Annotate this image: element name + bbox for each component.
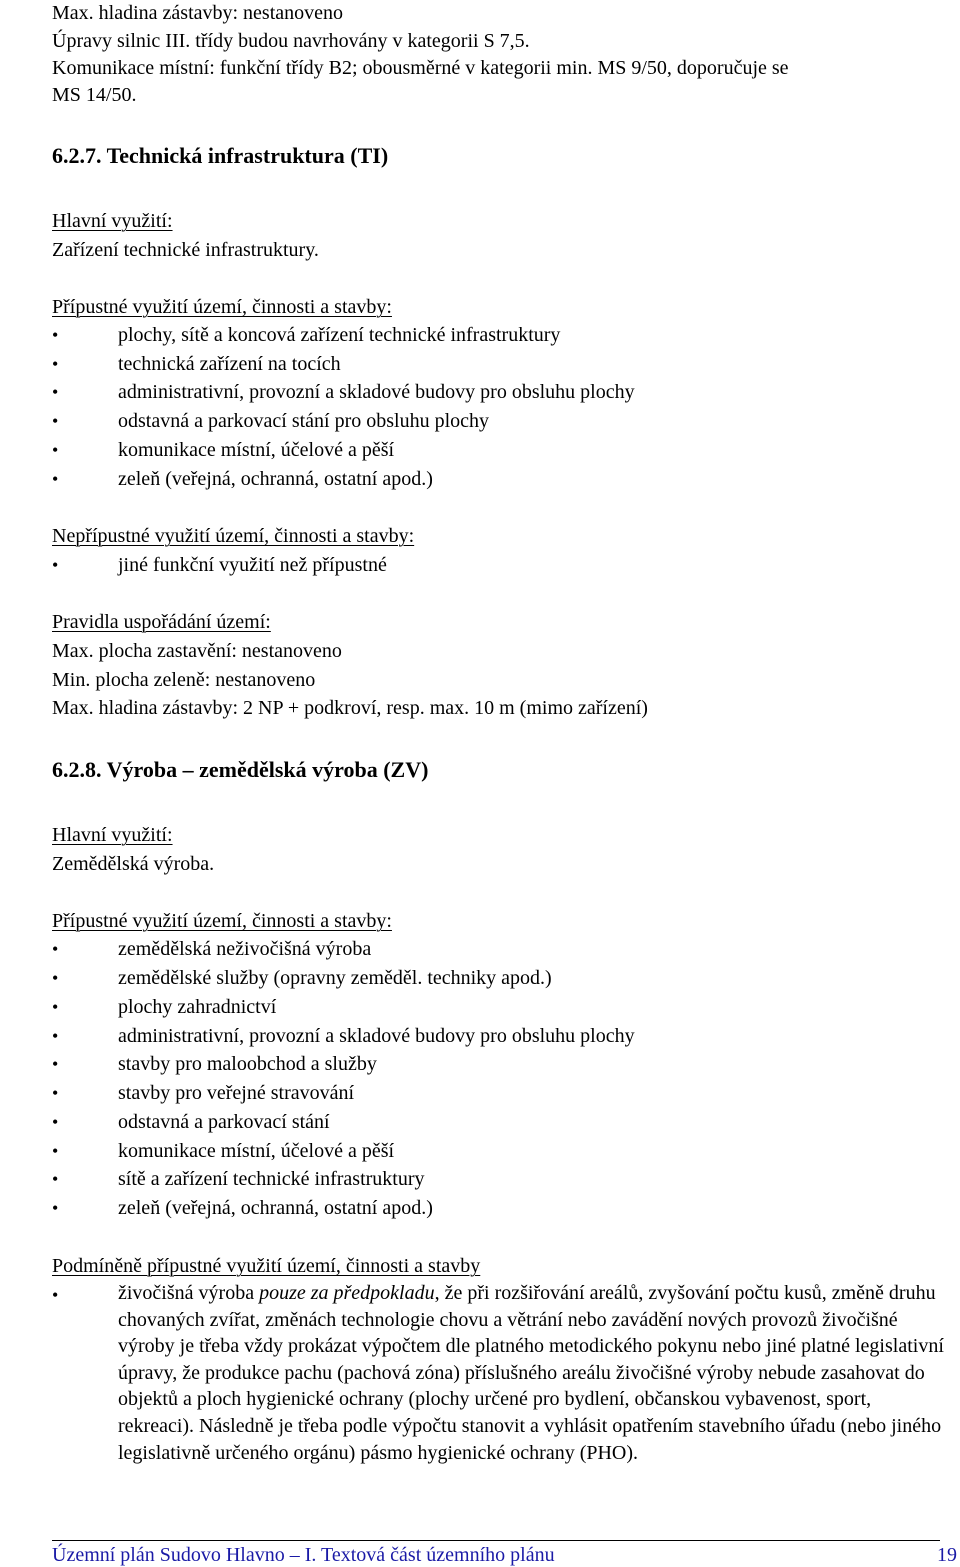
bullet-icon: • (52, 939, 59, 959)
bullet-icon: • (52, 1141, 59, 1161)
ti-allowed-item: technická zařízení na tocích (118, 353, 341, 375)
ti-main-text: Zařízení technické infrastruktury. (52, 239, 319, 261)
footer-title: Územní plán Sudovo Hlavno – I. Textová část územního plánu (52, 1544, 555, 1566)
ti-rule: Min. plocha zeleně: nestanoveno (52, 669, 316, 691)
zv-main-label: Hlavní využití: (52, 824, 173, 846)
zv-allowed-label: Přípustné využití území, činnosti a stavby: (52, 910, 392, 932)
section-heading-zv: 6.2.8. Výroba – zemědělská výroba (ZV) (52, 757, 429, 782)
bullet-icon: • (52, 1083, 59, 1103)
zv-allowed-item: sítě a zařízení technické infrastruktury (118, 1168, 425, 1190)
zv-allowed-item: plochy zahradnictví (118, 996, 277, 1018)
zv-allowed-item: odstavná a parkovací stání (118, 1111, 330, 1133)
bullet-icon: • (52, 440, 59, 460)
zv-allowed-item: komunikace místní, účelové a pěší (118, 1140, 395, 1162)
bullet-icon: • (52, 997, 59, 1017)
zv-allowed-item: zemědělské služby (opravny zeměděl. techniky apod.) (118, 967, 552, 989)
ti-allowed-item: zeleň (veřejná, ochranná, ostatní apod.) (118, 468, 433, 490)
ti-forbidden-label: Nepřípustné využití území, činnosti a stavby: (52, 525, 415, 547)
top-line-1: Max. hladina zástavby: nestanoveno (52, 2, 344, 24)
bullet-icon: • (52, 325, 59, 345)
bullet-icon: • (52, 1054, 59, 1074)
zv-allowed-item: stavby pro veřejné stravování (118, 1082, 355, 1104)
bullet-icon: • (52, 1026, 59, 1046)
bullet-icon: • (52, 382, 59, 402)
ti-main-label: Hlavní využití: (52, 210, 173, 232)
zv-main-text: Zemědělská výroba. (52, 853, 215, 875)
bullet-icon: • (52, 1198, 59, 1218)
section-heading-ti: 6.2.7. Technická infrastruktura (TI) (52, 143, 389, 168)
ti-rule: Max. hladina zástavby: 2 NP + podkroví, resp. max. 10 m (mimo zařízení) (52, 697, 648, 719)
conditional-text-rest: , že při rozšiřování areálů, zvyšování počtu kusů, změně druhu chovaných zvířat, změnách technologie chovu a větrání nebo zavádění nových provozů živočišné výroby je třeba vždy prokázat výpočtem dle platného metodického pokynu nebo jiné platné legislativní úpravy, že produkce pachu (pachová zóna) příslušného areálu živočišné výroby nebude zasahovat do objektů a ploch hygienické ochrany (plochy určené pro bydlení, občanskou vybavenost, sport, rekreaci). Následně je třeba podle výpočtu stanovit a vyhlásit opatřením stavebního úřadu (nebo jiného legislativně určeného orgánu) pásmo hygienické ochrany (PHO). (118, 1282, 944, 1464)
ti-allowed-label: Přípustné využití území, činnosti a stavby: (52, 296, 392, 318)
top-line-3b: MS 14/50. (52, 84, 137, 106)
ti-rules-label: Pravidla uspořádání území: (52, 611, 271, 633)
bullet-icon: • (52, 555, 59, 575)
page-number: 19 (937, 1544, 957, 1566)
zv-allowed-item: administrativní, provozní a skladové budovy pro obsluhu plochy (118, 1025, 635, 1047)
bullet-icon: • (52, 1285, 59, 1305)
ti-rule: Max. plocha zastavění: nestanoveno (52, 640, 342, 662)
top-line-3a: Komunikace místní: funkční třídy B2; obousměrné v kategorii min. MS 9/50, doporučuje se (52, 57, 789, 79)
bullet-icon: • (52, 1169, 59, 1189)
zv-conditional-label: Podmíněně přípustné využití území, činnosti a stavby (52, 1255, 481, 1277)
zv-conditional-paragraph (118, 1280, 948, 1466)
footer-rule (52, 1540, 940, 1541)
bullet-icon: • (52, 968, 59, 988)
conditional-text-italic: pouze za předpokladu (259, 1282, 435, 1304)
zv-allowed-item: stavby pro maloobchod a služby (118, 1053, 377, 1075)
top-line-2: Úpravy silnic III. třídy budou navrhovány v kategorii S 7,5. (52, 30, 530, 52)
ti-allowed-item: administrativní, provozní a skladové budovy pro obsluhu plochy (118, 381, 635, 403)
bullet-icon: • (52, 1112, 59, 1132)
conditional-text-start: živočišná výroba (118, 1282, 260, 1304)
zv-allowed-item: zemědělská neživočišná výroba (118, 938, 372, 960)
bullet-icon: • (52, 469, 59, 489)
zv-allowed-item: zeleň (veřejná, ochranná, ostatní apod.) (118, 1197, 433, 1219)
ti-allowed-item: odstavná a parkovací stání pro obsluhu plochy (118, 410, 490, 432)
ti-allowed-item: plochy, sítě a koncová zařízení technické infrastruktury (118, 324, 561, 346)
bullet-icon: • (52, 354, 59, 374)
bullet-icon: • (52, 411, 59, 431)
ti-allowed-item: komunikace místní, účelové a pěší (118, 439, 395, 461)
ti-forbidden-item: jiné funkční využití než přípustné (118, 554, 387, 576)
